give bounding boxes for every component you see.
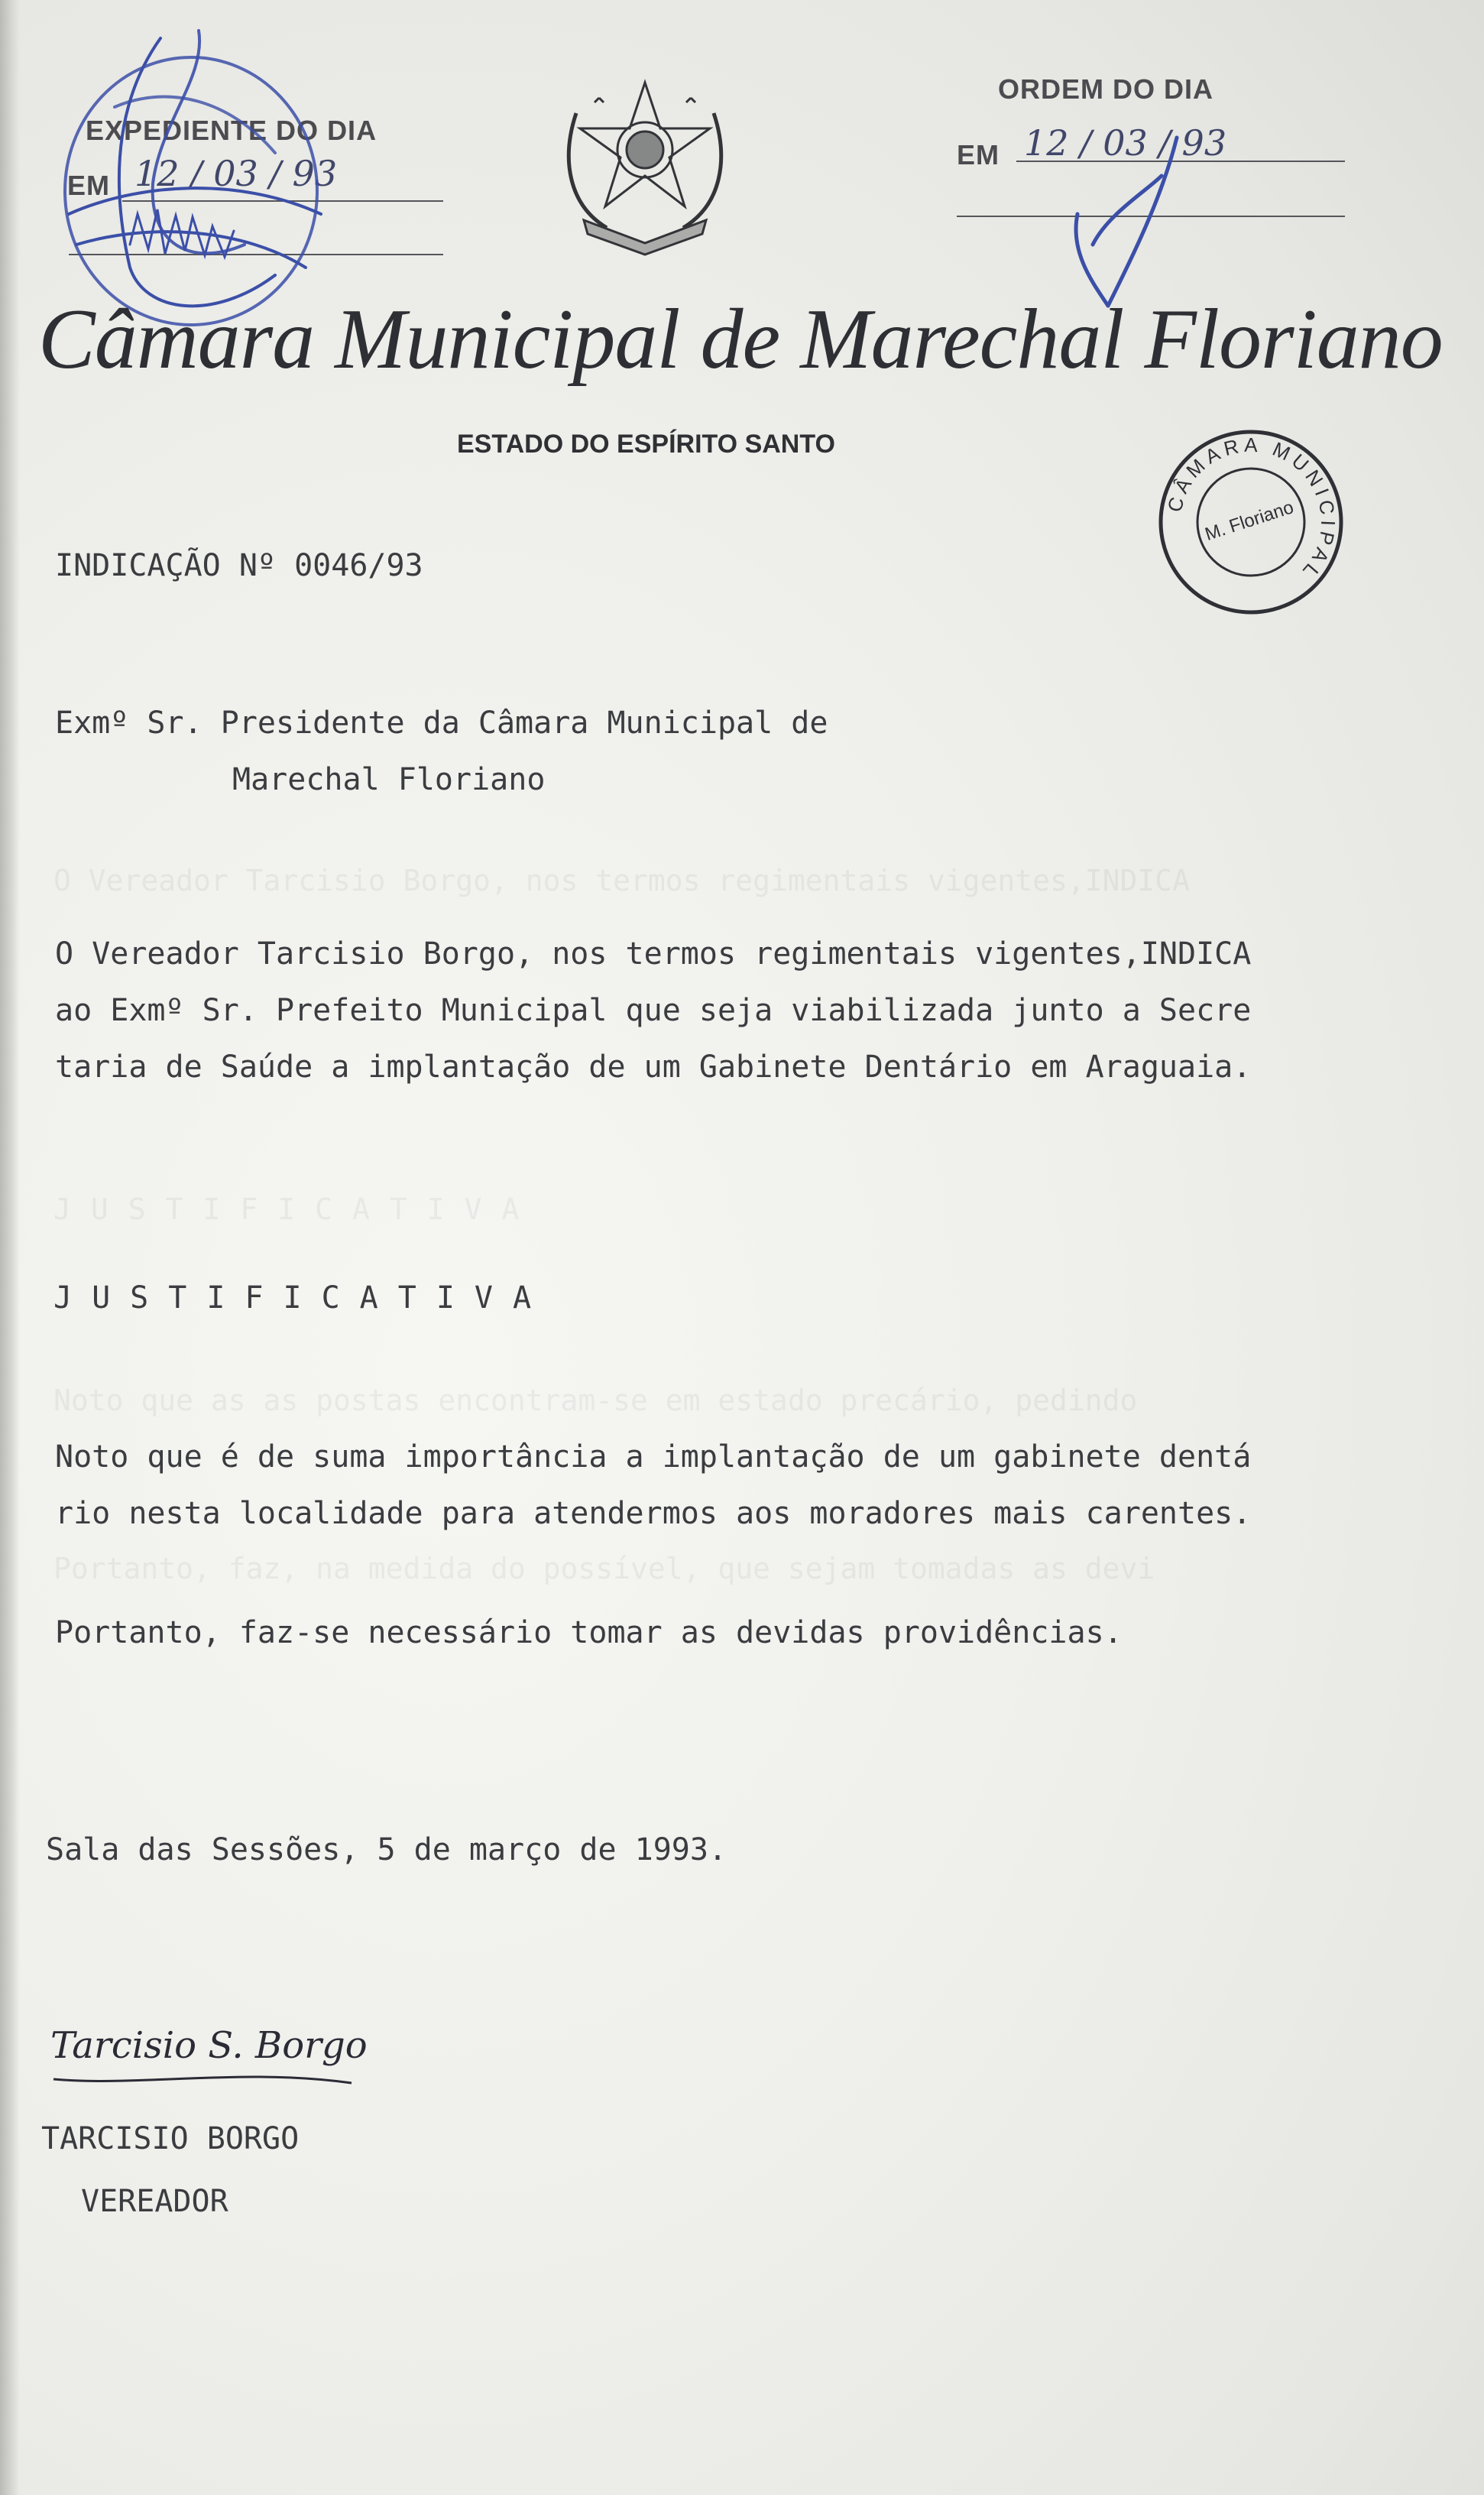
justification-line-3: Portanto, faz-se necessário tomar as devidas providências. — [55, 1615, 1123, 1650]
ordem-em-label: EM — [957, 139, 1000, 170]
stamp-center-text: M. Floriano — [1202, 497, 1297, 545]
closing-line: Sala das Sessões, 5 de março de 1993. — [46, 1832, 727, 1867]
justification-line-2: rio nesta localidade para atendermos aos moradores mais carentes. — [55, 1496, 1252, 1531]
bleed-through-text: Noto que as as postas encontram-se em estado precário, pedindo — [53, 1384, 1138, 1417]
state-subtitle: ESTADO DO ESPÍRITO SANTO — [457, 430, 835, 459]
body-line-1: O Vereador Tarcisio Borgo, nos termos regimentais vigentes,INDICA — [55, 936, 1252, 972]
signature-flourish-icon — [46, 2064, 367, 2094]
expediente-date: 12 / 03 / 93 — [134, 153, 338, 194]
expediente-label: EXPEDIENTE DO DIA — [86, 115, 377, 146]
chamber-title: Câmara Municipal de Marechal Floriano — [38, 292, 1443, 387]
page-edge-shadow — [0, 0, 20, 2495]
justification-heading: JUSTIFICATIVA — [53, 1280, 552, 1316]
expediente-em-label: EM — [67, 170, 110, 201]
bleed-through-text: O Vereador Tarcisio Borgo, nos termos regimentais vigentes,INDICA — [53, 864, 1191, 897]
blue-scribble-icon — [46, 15, 336, 336]
document-number: INDICAÇÃO Nº 0046/93 — [55, 548, 423, 583]
addressee-line-2: Marechal Floriano — [232, 762, 546, 797]
ordem-label: ORDEM DO DIA — [998, 73, 1213, 105]
bleed-through-text: Portanto, faz, na medida do possível, que sejam tomadas as devi — [53, 1552, 1155, 1585]
signer-name: TARCISIO BORGO — [41, 2121, 300, 2156]
addressee-line-1: Exmº Sr. Presidente da Câmara Municipal de — [55, 706, 828, 741]
coat-of-arms-icon — [553, 67, 737, 258]
ordem-date: 12 / 03 / 93 — [1024, 122, 1227, 164]
signer-role: VEREADOR — [81, 2184, 228, 2219]
stamp-ring-text: CÂMARA MUNICIPAL — [1162, 433, 1340, 586]
handwritten-signature: Tarcisio S. Borgo — [50, 2024, 368, 2067]
body-line-3: taria de Saúde a implantação de um Gabinete Dentário em Araguaia. — [55, 1050, 1252, 1085]
bleed-through-text: JUSTIFICATIVA — [53, 1192, 539, 1226]
justification-line-1: Noto que é de suma importância a implantação de um gabinete dentá — [55, 1439, 1252, 1475]
body-line-2: ao Exmº Sr. Prefeito Municipal que seja viabilizada junto a Secre — [55, 993, 1252, 1028]
